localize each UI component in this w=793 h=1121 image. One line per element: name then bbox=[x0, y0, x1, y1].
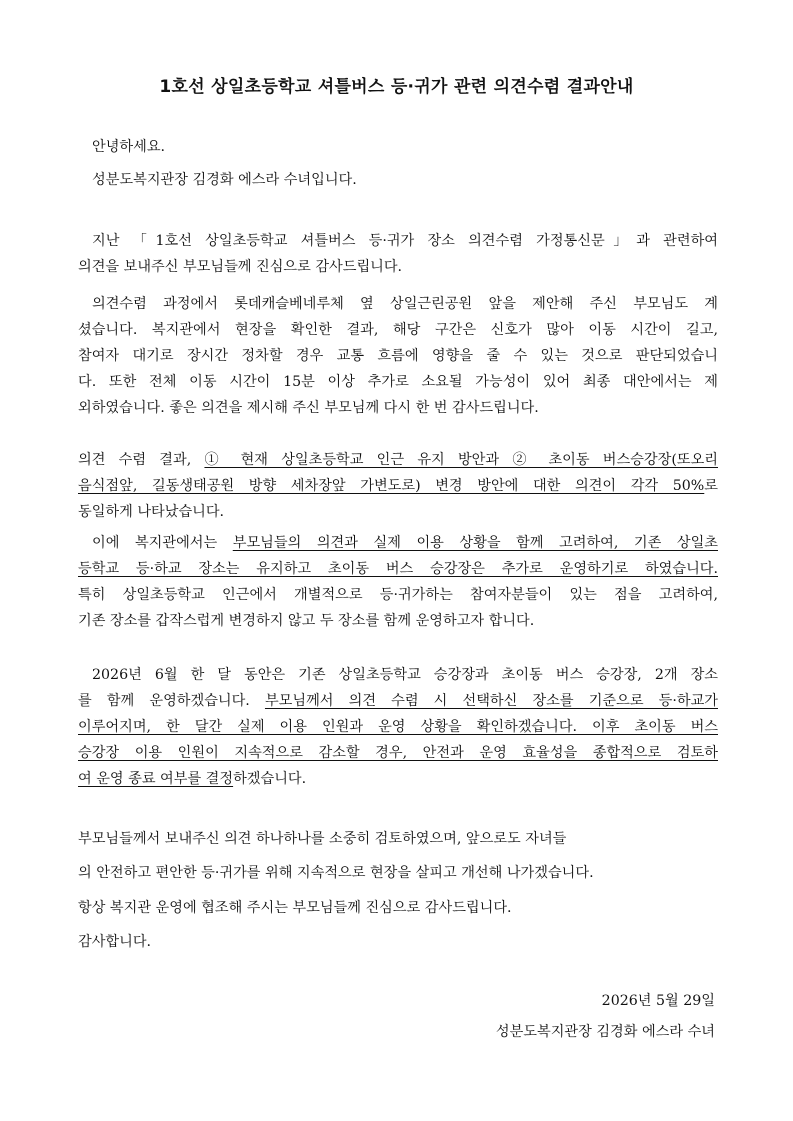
closing-line: 부모님들께서 보내주신 의견 하나하나를 소중히 검토하였으며, 앞으로도 자녀들 bbox=[78, 831, 567, 847]
paragraph-operation-plan bbox=[78, 662, 718, 792]
text-line: 외하였습니다. 좋은 의견을 제시해 주신 부모님께 다시 한 번 감사드립니다. bbox=[78, 400, 539, 416]
signature: 성분도복지관장 김경화 에스라 수녀 bbox=[495, 1024, 715, 1040]
text-line bbox=[78, 530, 718, 556]
text-line bbox=[78, 447, 718, 473]
text-line bbox=[78, 473, 718, 499]
text-line: 2026년 6월 한 달 동안은 기존 상일초등학교 승강장과 초이동 버스 승강장, 2개 장소 bbox=[92, 667, 718, 683]
text-line: 기존 장소를 갑작스럽게 변경하지 않고 두 장소를 함께 운영하고자 합니다. bbox=[78, 613, 535, 629]
underlined-text: 부모님들의 의견과 실제 이용 상황을 함께 고려하여, 기존 상일초 bbox=[232, 535, 718, 551]
underlined-text: 이루어지며, 한 달간 실제 이용 인원과 운영 상황을 확인하겠습니다. 이후 초이동 버스 bbox=[78, 719, 718, 735]
paragraph-suggestion-review bbox=[78, 291, 718, 421]
text-line: 지난 「1호선 상일초등학교 셔틀버스 등·귀가 장소 의견수렴 가정통신문」과 관련하여 bbox=[92, 233, 718, 249]
underlined-text: 여 운영 종료 여부를 결정 bbox=[78, 771, 234, 787]
text-line bbox=[78, 766, 718, 792]
greeting-intro: 성분도복지관장 김경화 에스라 수녀입니다. bbox=[92, 172, 357, 188]
text-line bbox=[78, 714, 718, 740]
text-line: 특히 상일초등학교 인근에서 개별적으로 등·귀가하는 참여자분들이 있는 점을 고려하여, bbox=[78, 587, 718, 603]
closing-line: 항상 복지관 운영에 협조해 주시는 부모님들께 진심으로 감사드립니다. bbox=[78, 900, 512, 916]
closing-line: 의 안전하고 편안한 등·귀가를 위해 지속적으로 현장을 살피고 개선해 나가겠습니다. bbox=[78, 865, 594, 881]
underlined-text: 승강장 이용 인원이 지속적으로 감소할 경우, 안전과 운영 효율성을 종합적으로 검토하 bbox=[78, 745, 718, 761]
document-date: 2026년 5월 29일 bbox=[601, 993, 715, 1009]
text-line: 셨습니다. 복지관에서 현장을 확인한 결과, 해당 구간은 신호가 많아 이동 시간이 길고, bbox=[78, 322, 718, 338]
underlined-text: 부모님께서 의견 수렴 시 선택하신 장소를 기준으로 등·하교가 bbox=[264, 693, 718, 709]
text-segment: 이에 복지관에서는 bbox=[92, 535, 233, 551]
text-line: 의견을 보내주신 부모님들께 진심으로 감사드립니다. bbox=[78, 259, 403, 275]
text-line bbox=[78, 556, 718, 582]
text-segment: 의견 수렴 결과, bbox=[78, 452, 205, 468]
text-line: 다. 또한 전체 이동 시간이 15분 이상 추가로 소요될 가능성이 있어 최종 대안에서는 제 bbox=[78, 374, 718, 390]
closing-thanks: 감사합니다. bbox=[78, 934, 152, 950]
greeting-line: 안녕하세요. bbox=[92, 139, 166, 155]
paragraph-decision bbox=[78, 530, 718, 634]
text-line bbox=[78, 688, 718, 714]
paragraph-survey-result bbox=[78, 447, 718, 525]
underlined-text: 음식점앞, 길동생태공원 방향 세차장앞 가변도로) 변경 방안에 대한 의견이 각각 50% bbox=[78, 478, 705, 494]
page-title: 1호선 상일초등학교 셔틀버스 등·귀가 관련 의견수렴 결과안내 bbox=[159, 77, 634, 97]
text-line: 의견수렴 과정에서 롯데캐슬베네루체 옆 상일근린공원 앞을 제안해 주신 부모님도 계 bbox=[92, 296, 718, 312]
text-segment: 하겠습니다. bbox=[233, 771, 307, 787]
text-segment: 로 bbox=[704, 478, 718, 494]
paragraph-thanks bbox=[78, 228, 718, 280]
text-line bbox=[78, 740, 718, 766]
text-line: 동일하게 나타났습니다. bbox=[78, 504, 225, 520]
underlined-text: ① 현재 상일초등학교 인근 유지 방안과 ② 초이동 버스승강장(또오리 bbox=[204, 452, 718, 468]
text-segment: 를 함께 운영하겠습니다. bbox=[78, 693, 265, 709]
text-line: 참여자 대기로 장시간 정차할 경우 교통 흐름에 영향을 줄 수 있는 것으로 판단되었습니 bbox=[78, 348, 718, 364]
underlined-text: 등학교 등·하교 장소는 유지하고 초이동 버스 승강장은 추가로 운영하기로 하였습니다. bbox=[78, 561, 718, 577]
